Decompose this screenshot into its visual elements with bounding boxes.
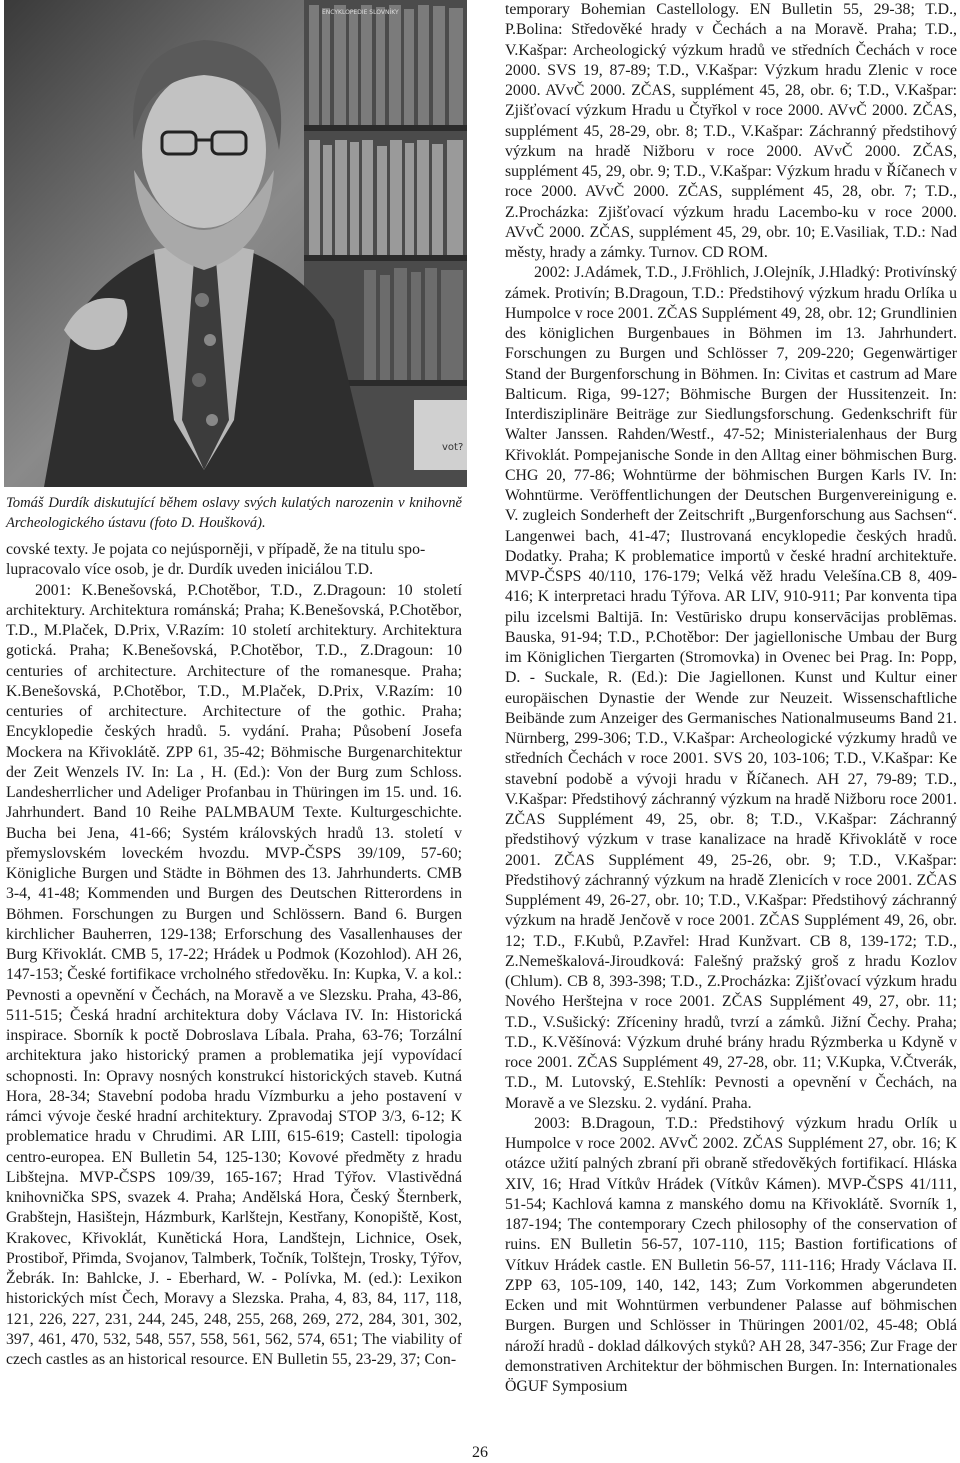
year-2001-label: 2001: — [35, 581, 71, 599]
shelf-label: ENCYKLOPEDIE SLOVNÍKY — [322, 9, 399, 16]
year-2001-text: K.Benešovská, P.Chotěbor, T.D., Z.Dragoun: 10 století architektury. Architektura románská; Praha; K.Benešovská, P.Chotěbor, T.D., M.Plaček, D.Prix, V.Razím: 10 století architektury. Architektura gotická. Praha; K.Benešovská, P.Chotěbor, T.D., Z.Dragoun: 10 centuries of architecture. Architecture of the romanesque. Praha; K.Benešovská, P.Chotěbor, T.D., M.Plaček, D.Prix, V.Razím: 10 centuries of architecture. Architecture of the gothic. Praha; Encyklopedie českých hradů. 5. vydání. Praha; Působení Josefa Mockera na Křivoklátě. ZPP 61, 35-42; Böhmische Burgenarchitektur der Zeit Wenzels IV. In: La , H. (Ed.): Von der Burg zum Schloss. Landesherrlicher und Adeliger Profanbau in Thüringen im 15. und. 16. Jahrhundert. Band 10 Reihe PALMBAUM Texte. Kulturgeschichte. Bucha bei Jena, 41-66; Systém královských hradů 13. století v přemyslovském loveckém hvozdu. MVP-ČSPS 39/109, 57-60; Königliche Burgen und Städte in Böhmen des 13. Jahrhunderts. CMB 3-4, 41-48; Kommenden und Burgen des Deutschen Ritterordens in Böhmen. Forschungen zu Burgen und Schlössern. Band 6. Burgen kirchlicher Bauherren, 129-138; Erforschung des Vasallenhauses der Burg Křivoklát. CMB 5, 17-22; Hrádek u Podmok (Kozohlod). AH 26, 147-153; České fortifikace vrcholného středověku. In: Kupka, V. a kol.: Pevnosti a opevnění v Čechách, na Moravě a ve Slezsku. Praha, 43-86, 511-515; Česká hradní architektura doby Václava IV. In: Historická inspirace. Sborník k poctě Dobroslava Líbala. Praha, 63-76; Torzální architektura jako historický pramen a problematika její vypovídací schopnosti. In: Opravy nosných konstrukcí historických staveb. Kutná Hora, 28-34; Stavební podoba hradu Vízmburku a jeho postavení v rámci vývoje české hradní architektury. Zpravodaj STOP 3/3, 6-12; K problematice hradu v Chrudimi. AR LIII, 615-619; Castell: tipologia centro-europea. EN Bulletin 54, 125-130; Kovové předměty z hradu Libštejna. MVP-ČSPS 109/39, 165-167; Hrad Týřov. Vlastivědná knihovnička SPS, svazek 4. Praha; Andělská Hora, Český Šternberk, Grabštejn, Hasištejn, Házmburk, Karlštejn, Kestřany, Konopiště, Kost, Krakovec, Křivoklát, Kunětická Hora, Landštejn, Lichnice, Osek, Prostiboř, Přimda, Svojanov, Talmberk, Točník, Tolštejn, Trosky, Týřov, Žebrák. In: Bahlcke, J. - Eberhard, W. - Polívka, M. (ed.): Lexikon historických míst Čech, Moravy a Slezska. Praha, 4, 83, 84, 117, 118, 121, 226, 227, 231, 244, 245, 248, 255, 268, 269, 272, 284, 301, 302, 397, 461, 470, 532, 548, 557, 558, 561, 562, 574, 651; The viability of czech castles as an historical resource. EN Bulletin 55, 23-29, 37; Con- — [6, 581, 462, 1368]
left-column — [6, 540, 462, 1370]
year-2002-label: 2002: — [534, 264, 570, 282]
year-2003-label: 2003: — [534, 1114, 570, 1132]
year-2003-text: B.Dragoun, T.D.: Předstihový výzkum hradu Orlík u Humpolce v roce 2002. AVvČ 2002. ZČAS Supplément 27, obr. 16; K otázce užití palných zbraní při obraně středověkých fortifikací. Hláska XIV, 16; Hrad Vítkův Hrádek (Vítkův Kámen). MVP-ČSPS 41/111, 51-54; Kachlová kamna z manského domu na Křivoklátě. Svorník 1, 187-194; The contemporary Czech philosophy of the conservation of ruins. EN Bulletin 56-57, 107-110, 115; Bastion fortifications of Vítkuv Hrádek castle. EN Bulletin 56-57, 111-116; Hrady Václava II. ZPP 63, 105-109, 140, 142, 143; Zum Vorkommen abgerundeten Ecken und mit Wohntürmen verbundener Palasse auf böhmischen Burgen. Burgen und Schlösser in Thüringen 2001/02, 45-48; Oblá nároží hradů - doklad dálkových styků? AH 28, 347-356; Zur Frage der demonstrativen Architektur der böhmischen Burgen. In: Internationales ÖGUF Symposium — [505, 1114, 957, 1395]
photo-illustration — [4, 0, 467, 487]
photo-portrait — [4, 0, 467, 487]
year-2002-text: J.Adámek, T.D., J.Fröhlich, J.Olejník, J.Hladký: Protivínský zámek. Protivín; B.Dragoun, T.D.: Předstihový výzkum hradu Orlíka u Humpolce v roce 2001. ZČAS Supplément 49, 28, obr. 12; Grundlinien des königlichen Burgenbaues in Böhmen im 13. Jahrhundert. Forschungen zu Burgen und Schlösser 7, 209-220; Gegenwärtiger Stand der Burgenforschung in Böhmen. In: Civitas et castrum ad Mare Balticum. Riga, 99-127; Böhmische Burgen der Hussitenzeit. In: Interdisziplinäre Beiträge zur Siedlungsforschung. Gedenkschrift für Walter Janssen. Rahden/Westf., 47-52; Ministerialenhaus der Burg Křivoklát. Pompejanische Sonde in den Alltag einer böhmischen Burg. CHG 20, 77-86; Wohntürme der böhmischen Burgen Karls IV. In: Wohntürme. Veröffentlichungen der Deutschen Burgenvereinigung e. V. zugleich Sonderheft der Zeitschrift „Burgenforschung aus Sachsen“. Langenwei bach, 41-47; Ilustrovaná encyklopedie českých hradů. Dodatky. Praha; K problematice importů v české hradní architektuře. MVP-ČSPS 40/110, 176-179; Velká věž hradu Velešína.CB 8, 409-416; K interpretaci hradu Týřova. AR LIV, 910-911; Par konventa tipa pilu izcelsmi Baltijā. In: Vestūrisko drupu konservācijas problēmas. Bauska, 91-94; T.D., P.Chotěbor: Der jagiellonische Umbau der Burg im Königlichen Tiergarten (Stromovka) in Ovenec bei Prag. In: Popp, D. - Suckale, R. (Ed.): Die Jagiellonen. Kunst und Kultur einer europäischen Dynastie der Wende zur Neuzeit. Wissenschaftliche Beibände zum Anzeiger des Germanisches Nationalmuseums Band 21. Nürnberg, 299-306; T.D., V.Kašpar: Archeologické výzkumy hradů ve středních Čechách v roce 2001. SVS 20, 103-106; T.D., V.Kašpar: Ke stavební podobě a vývoji hradu v Říčanech. AH 27, 79-89; T.D., V.Kašpar: Předstihový záchranný výzkum na hradě Nižboru roce 2001. ZČAS Supplément 49, 25, obr. 8; T.D., V.Kašpar: Záchranný předstihový výzkum v trase kanalizace na hradě Křivoklátě v roce 2001. ZČAS Supplément 49, 25-26, obr. 9; T.D., V.Kašpar: Předstihový záchranný výzkum na hradě Zlenicích v roce 2001. ZČAS Supplément 49, 26-27, obr. 10; T.D., V.Kašpar: Předstihový záchranný výzkum na hradě Jenčově v roce 2001. ZČAS Supplément 49, 26, obr. 12; T.D., F.Kubů, P.Zavřel: Hrad Kunžvart. CB 8, 139-172; T.D., Z.Nemeškalová-Jiroudková: Falešný pražský groš z hradu Kozlov (Chlum). CB 8, 393-398; T.D., Z.Procházka: Zjišťovací výzkum hradu Nového Herštejna v roce 2001. ZČAS Supplément 49, 27, obr. 11; T.D., V.Sušický: Zříceniny hradů, tvrzí a zámků. Jižní Čechy. Praha; T.D., K.Věšínová: Výzkum druhé brány hradu Rýzmberka u Kdyně v roce 2001. ZČAS Supplément 49, 27-28, obr. 11; V.Kupka, V.Čtverák, T.D., M. Lutovský, E.Stehlík: Pevnosti a opevnění v Čechách, na Moravě a ve Slezsku. 2. vydání. Praha. — [505, 264, 957, 1112]
intro-line-1: covské texty. Je pojata co nejúsporněji, v případě, že na titulu spo- — [6, 541, 426, 558]
continuation-text: temporary Bohemian Castellology. EN Bulletin 55, 29-38; T.D., P.Bolina: Středověké hrady v Čechách a na Moravě. Praha; T.D., V.Kašpar: Archeologický výzkum hradů ve středních Čechách v roce 2000. SVS 19, 87-89; T.D., V.Kašpar: Výzkum hradu Zlenic v roce 2000. AVvČ 2000. ZČAS, supplément 45, 28, obr. 6; T.D., V.Kašpar: Zjišťovací výzkum Hradu u Čtyřkol v roce 2000. AVvČ 2000. ZČAS, supplément 45, 28-29, obr. 8; T.D., V.Kašpar: Záchranný předstihový výzkum na hradě Nižboru v roce 2000. AVvČ 2000. ZČAS, supplément 45, 29, obr. 9; T.D., V.Kašpar: Výzkum hradu v Říčanech v roce 2000. AVvČ 2000. ZČAS, supplément 45, 28, obr. 7; T.D., Z.Procházka: Zjišťovací výzkum hradu Lacembo-ku v roce 2000. AVvČ 2000. ZČAS, supplément 45, 29, obr. 10; E.Vasiliak, T.D.: Nad městy, hrady a zámky. Turnov. CD ROM. — [505, 1, 957, 261]
year-2002-entry — [505, 263, 957, 1114]
page-number: 26 — [472, 1444, 488, 1461]
year-2001-entry — [6, 581, 462, 1371]
right-column — [505, 0, 957, 1397]
photo-corner-text: vot? — [442, 442, 464, 453]
intro-line-2: lupracovalo více osob, je dr. Durdík uveden iniciálou T.D. — [6, 561, 374, 579]
year-2003-entry — [505, 1114, 957, 1398]
photo-caption: Tomáš Durdík diskutující během oslavy svých kulatých narozenin v knihovně Archeologického ústavu (foto D. Houšková). — [6, 495, 462, 531]
